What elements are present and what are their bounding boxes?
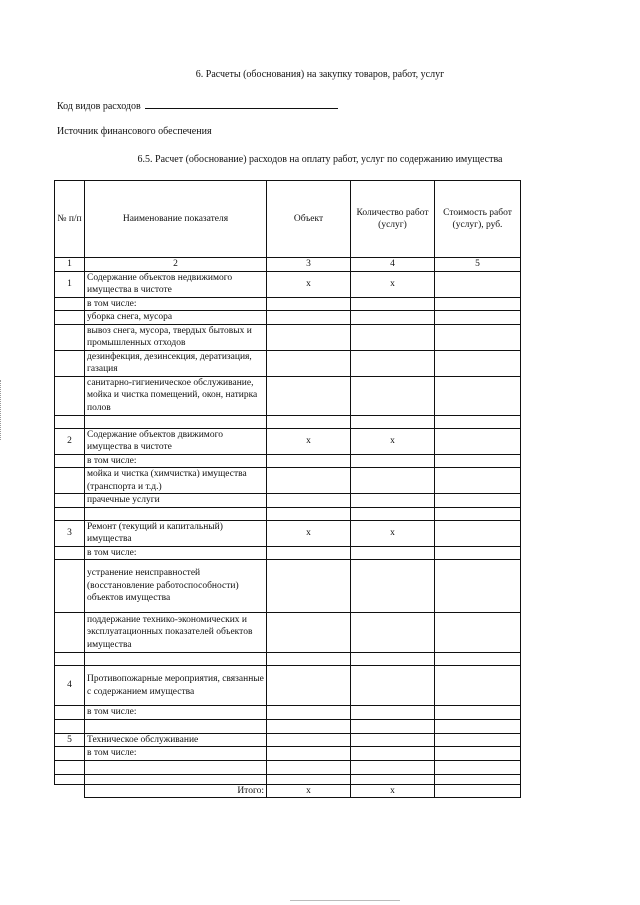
- column-number-row: [55, 258, 521, 272]
- row-quantity: [351, 468, 435, 494]
- row-name: [85, 760, 267, 774]
- row-number: [55, 324, 85, 350]
- row-name: прачечные услуги: [85, 494, 267, 508]
- row-object: [267, 376, 351, 415]
- row-quantity: [351, 494, 435, 508]
- table-row: [55, 613, 521, 653]
- total-object: х: [267, 784, 351, 798]
- row-number: [55, 560, 85, 613]
- table-row: [55, 653, 521, 666]
- row-cost: [435, 324, 521, 350]
- column-number: 2: [85, 258, 267, 272]
- total-cost: [435, 784, 521, 798]
- row-quantity: [351, 653, 435, 666]
- row-name: [85, 719, 267, 733]
- row-quantity: [351, 706, 435, 720]
- row-cost: [435, 613, 521, 653]
- table-row: [55, 706, 521, 720]
- row-object: [267, 311, 351, 325]
- row-cost: [435, 706, 521, 720]
- row-number: [55, 546, 85, 560]
- row-name: [85, 415, 267, 428]
- row-cost: [435, 666, 521, 706]
- maintenance-cost-table: [54, 180, 521, 798]
- row-number: [55, 719, 85, 733]
- row-name: Содержание объектов движимого имущества в чистоте: [85, 428, 267, 454]
- row-number: [55, 774, 85, 784]
- row-quantity: [351, 774, 435, 784]
- row-quantity: [351, 613, 435, 653]
- row-name: в том числе:: [85, 297, 267, 311]
- row-number: [55, 297, 85, 311]
- table-row: [55, 376, 521, 415]
- table-row: [55, 774, 521, 784]
- row-number: 4: [55, 666, 85, 706]
- row-object: [267, 350, 351, 376]
- row-object: [267, 507, 351, 520]
- row-number: 3: [55, 520, 85, 546]
- subsection-title: 6.5. Расчет (обоснование) расходов на оплату работ, услуг по содержанию имущества: [137, 154, 503, 165]
- table-row: [55, 428, 521, 454]
- row-object: [267, 774, 351, 784]
- row-cost: [435, 311, 521, 325]
- table-row: [55, 546, 521, 560]
- row-cost: [435, 733, 521, 747]
- scan-edge-mark: [0, 380, 3, 440]
- row-name: Ремонт (текущий и капитальный) имущества: [85, 520, 267, 546]
- row-name: Противопожарные мероприятия, связанные с содержанием имущества: [85, 666, 267, 706]
- row-quantity: х: [351, 520, 435, 546]
- row-quantity: [351, 747, 435, 761]
- table-row: [55, 733, 521, 747]
- row-object: х: [267, 428, 351, 454]
- row-name: в том числе:: [85, 706, 267, 720]
- row-number: [55, 468, 85, 494]
- row-object: [267, 733, 351, 747]
- table-row: [55, 760, 521, 774]
- column-number: 1: [55, 258, 85, 272]
- row-cost: [435, 507, 521, 520]
- row-object: [267, 324, 351, 350]
- row-number: [55, 415, 85, 428]
- row-quantity: [351, 719, 435, 733]
- row-object: [267, 747, 351, 761]
- row-name: санитарно-гигиеническое обслуживание, мойка и чистка помещений, окон, натирка полов: [85, 376, 267, 415]
- row-cost: [435, 520, 521, 546]
- row-quantity: [351, 415, 435, 428]
- table-row: [55, 350, 521, 376]
- row-object: [267, 706, 351, 720]
- row-number: [55, 494, 85, 508]
- row-cost: [435, 747, 521, 761]
- row-name: вывоз снега, мусора, твердых бытовых и промышленных отходов: [85, 324, 267, 350]
- total-label: Итого:: [85, 784, 267, 798]
- table-row: [55, 297, 521, 311]
- row-number: [55, 747, 85, 761]
- row-quantity: [351, 324, 435, 350]
- table-row: [55, 415, 521, 428]
- table-row: [55, 271, 521, 297]
- row-number: [55, 311, 85, 325]
- row-object: [267, 454, 351, 468]
- row-number: 1: [55, 271, 85, 297]
- row-object: [267, 494, 351, 508]
- row-name: [85, 507, 267, 520]
- row-number: [55, 376, 85, 415]
- row-number: [55, 613, 85, 653]
- row-number: [55, 760, 85, 774]
- row-cost: [435, 376, 521, 415]
- row-quantity: [351, 311, 435, 325]
- table-row: [55, 747, 521, 761]
- row-quantity: [351, 507, 435, 520]
- row-object: [267, 468, 351, 494]
- row-object: [267, 297, 351, 311]
- row-object: [267, 760, 351, 774]
- row-name: в том числе:: [85, 747, 267, 761]
- column-number: 5: [435, 258, 521, 272]
- table-row: [55, 560, 521, 613]
- row-quantity: х: [351, 428, 435, 454]
- table-row: [55, 494, 521, 508]
- row-cost: [435, 415, 521, 428]
- row-cost: [435, 428, 521, 454]
- row-name: поддержание технико-экономических и эксплуатационных показателей объектов имущества: [85, 613, 267, 653]
- header-quantity: Количество работ (услуг): [351, 181, 435, 258]
- row-quantity: [351, 760, 435, 774]
- header-cost: Стоимость работ (услуг), руб.: [435, 181, 521, 258]
- header-name: Наименование показателя: [85, 181, 267, 258]
- row-quantity: [351, 733, 435, 747]
- row-number: [55, 454, 85, 468]
- expense-code-label: Код видов расходов: [57, 101, 141, 112]
- row-object: [267, 613, 351, 653]
- expense-code-line: [57, 99, 338, 112]
- row-quantity: [351, 376, 435, 415]
- row-name: мойка и чистка (химчистка) имущества (транспорта и т.д.): [85, 468, 267, 494]
- section-title: 6. Расчеты (обоснования) на закупку товаров, работ, услуг: [195, 69, 445, 80]
- row-number: [55, 653, 85, 666]
- column-number: 4: [351, 258, 435, 272]
- column-number: 3: [267, 258, 351, 272]
- row-cost: [435, 454, 521, 468]
- row-number: 2: [55, 428, 85, 454]
- row-object: [267, 719, 351, 733]
- table-row: [55, 311, 521, 325]
- row-cost: [435, 350, 521, 376]
- row-cost: [435, 468, 521, 494]
- row-cost: [435, 297, 521, 311]
- table-row: [55, 507, 521, 520]
- row-quantity: [351, 560, 435, 613]
- row-name: дезинфекция, дезинсекция, дератизация, газация: [85, 350, 267, 376]
- table-row: [55, 324, 521, 350]
- row-cost: [435, 560, 521, 613]
- row-cost: [435, 653, 521, 666]
- row-name: Техническое обслуживание: [85, 733, 267, 747]
- row-cost: [435, 719, 521, 733]
- row-object: [267, 666, 351, 706]
- row-cost: [435, 271, 521, 297]
- table-row: [55, 454, 521, 468]
- funding-source-label: Источник финансового обеспечения: [57, 126, 212, 137]
- table-row: [55, 520, 521, 546]
- total-empty: [55, 784, 85, 798]
- table-row: [55, 719, 521, 733]
- header-num: № п/п: [55, 181, 85, 258]
- row-name: в том числе:: [85, 454, 267, 468]
- row-cost: [435, 546, 521, 560]
- row-cost: [435, 494, 521, 508]
- row-object: х: [267, 520, 351, 546]
- row-object: [267, 560, 351, 613]
- row-name: в том числе:: [85, 546, 267, 560]
- table-body: [55, 271, 521, 784]
- row-object: х: [267, 271, 351, 297]
- scan-footer-line: [290, 900, 400, 901]
- header-row: [55, 181, 521, 258]
- total-quantity: х: [351, 784, 435, 798]
- expense-code-blank: [145, 99, 338, 109]
- row-number: [55, 507, 85, 520]
- row-name: устранение неисправностей (восстановление работоспособности) объектов имущества: [85, 560, 267, 613]
- total-row: [55, 784, 521, 798]
- row-quantity: х: [351, 271, 435, 297]
- table-row: [55, 468, 521, 494]
- row-name: уборка снега, мусора: [85, 311, 267, 325]
- table-row: [55, 666, 521, 706]
- row-name: Содержание объектов недвижимого имущества в чистоте: [85, 271, 267, 297]
- row-name: [85, 774, 267, 784]
- header-object: Объект: [267, 181, 351, 258]
- row-cost: [435, 760, 521, 774]
- row-object: [267, 653, 351, 666]
- row-quantity: [351, 297, 435, 311]
- row-object: [267, 415, 351, 428]
- row-number: 5: [55, 733, 85, 747]
- row-number: [55, 706, 85, 720]
- row-quantity: [351, 546, 435, 560]
- row-name: [85, 653, 267, 666]
- row-number: [55, 350, 85, 376]
- row-quantity: [351, 454, 435, 468]
- row-quantity: [351, 666, 435, 706]
- row-quantity: [351, 350, 435, 376]
- row-cost: [435, 774, 521, 784]
- row-object: [267, 546, 351, 560]
